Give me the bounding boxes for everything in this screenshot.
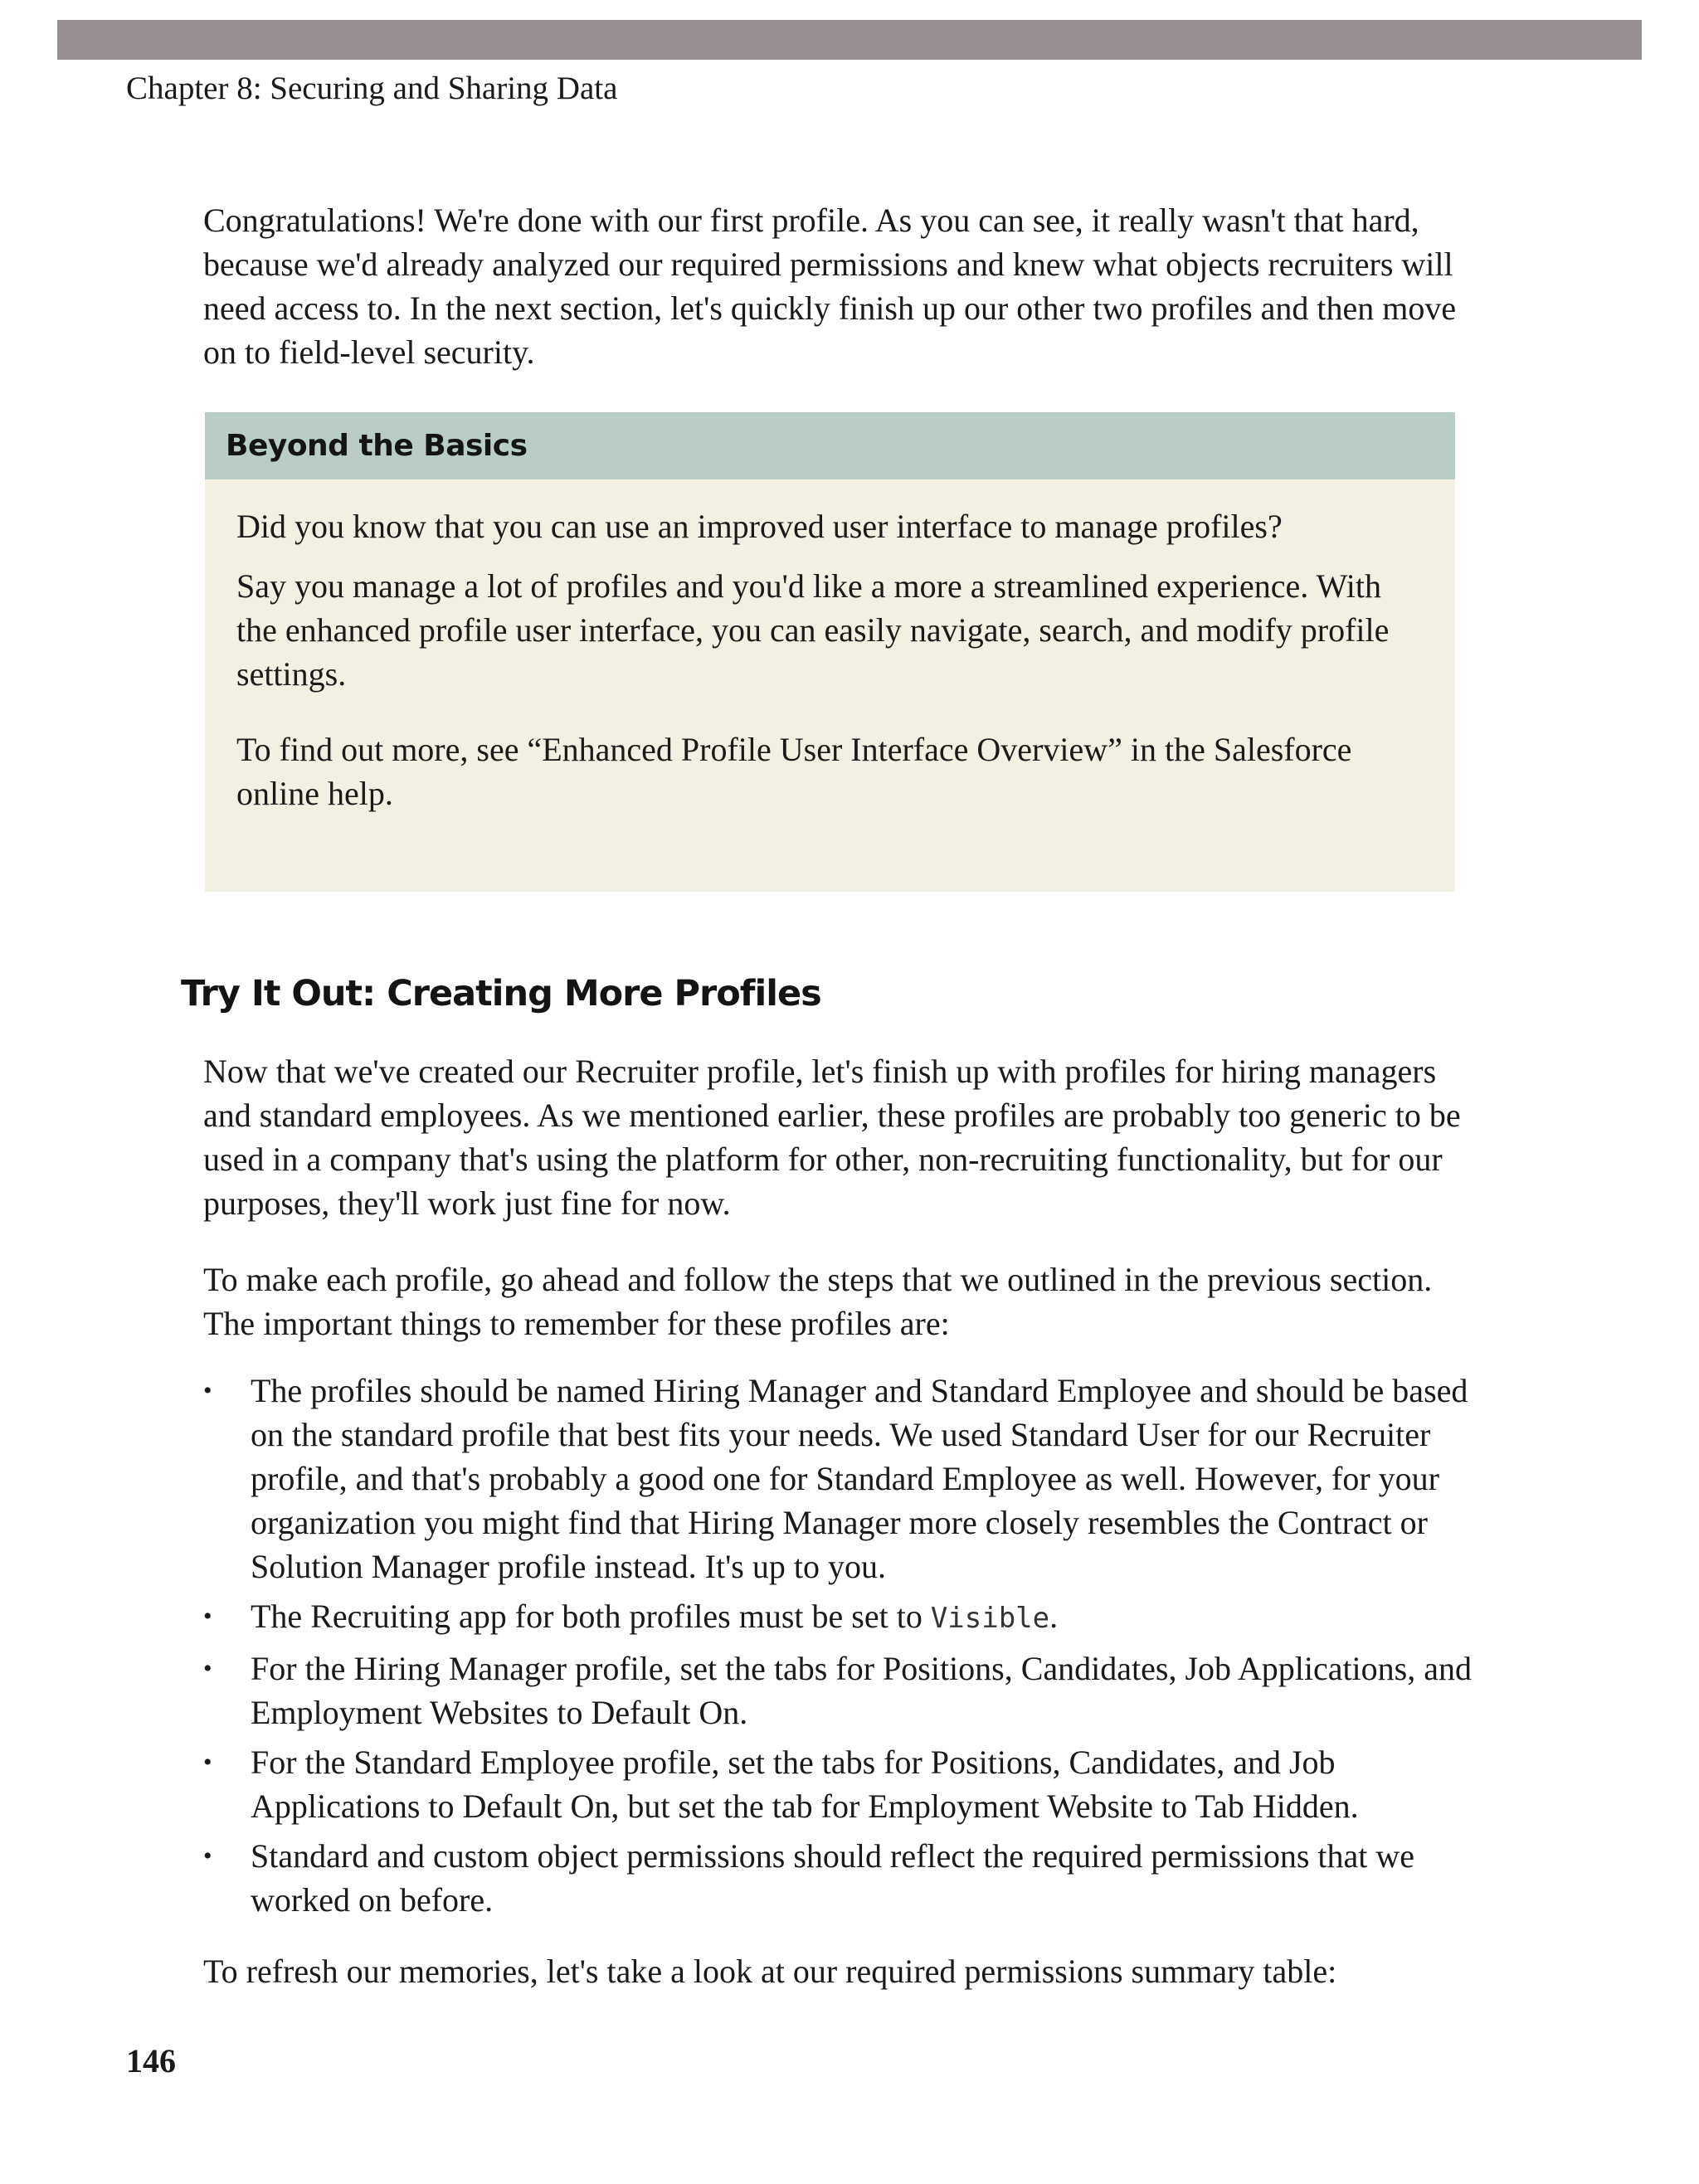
callout-paragraph: Did you know that you can use an improved user interface to manage profiles?	[236, 508, 1283, 545]
header-rule-bar	[57, 20, 1642, 60]
requirements-list	[203, 1369, 1481, 1928]
list-item-text: For the Hiring Manager profile, set the tabs for Positions, Candidates, Job Applications, and Employment Websites to Default On.	[251, 1650, 1472, 1731]
code-value: Visible	[930, 1602, 1050, 1635]
callout-title: Beyond the Basics	[226, 429, 528, 463]
running-header: Chapter 8: Securing and Sharing Data	[126, 71, 618, 106]
bullet-marker: •	[203, 1655, 212, 1682]
list-item-text: The Recruiting app for both profiles must be set to	[251, 1598, 931, 1635]
bullet-marker: •	[203, 1842, 212, 1870]
callout-paragraph: Say you manage a lot of profiles and you'd like a more a streamlined experience. With the enhanced profile user interface, you can easily navigate, search, and modify profile settings.	[236, 567, 1390, 693]
list-item-text: For the Standard Employee profile, set the tabs for Positions, Candidates, and Job Applications to Default On, but set the tab for Employment Website to Tab Hidden.	[251, 1744, 1359, 1825]
body-paragraph: To make each profile, go ahead and follow the steps that we outlined in the previous section. The important things to remember for these profiles are:	[203, 1261, 1433, 1342]
list-item-text: The profiles should be named Hiring Manager and Standard Employee and should be based on the standard profile that best fits your needs. We used Standard User for our Recruiter profile, and that's probably a good one for Standard Employee as well. However, for your organization you might find that Hiring Manager more closely resembles the Contract or Solution Manager profile instead. It's up to you.	[251, 1372, 1468, 1585]
body-paragraph: To refresh our memories, let's take a look at our required permissions summary table:	[203, 1953, 1337, 1990]
list-item	[203, 1594, 1481, 1641]
list-item-text: Standard and custom object permissions should reflect the required permissions that we worked on before.	[251, 1837, 1415, 1919]
bullet-marker: •	[203, 1603, 212, 1630]
section-heading: Try It Out: Creating More Profiles	[181, 973, 821, 1014]
list-item	[203, 1647, 1481, 1734]
list-item	[203, 1740, 1481, 1828]
bullet-marker: •	[203, 1749, 212, 1776]
callout-body	[205, 479, 1455, 815]
intro-paragraph: Congratulations! We're done with our first profile. As you can see, it really wasn't that hard, because we'd already analyzed our required permissions and knew what objects recruiters will need access to. In the next section, let's quickly finish up our other two profiles and then move on to field-level security.	[203, 202, 1457, 371]
bullet-marker: •	[203, 1377, 212, 1404]
callout-header	[205, 412, 1455, 479]
list-item	[203, 1369, 1481, 1588]
list-item	[203, 1834, 1481, 1922]
callout-paragraph: To find out more, see “Enhanced Profile User Interface Overview” in the Salesforce online help.	[236, 731, 1352, 812]
list-item-text: .	[1049, 1598, 1059, 1635]
body-paragraph: Now that we've created our Recruiter profile, let's finish up with profiles for hiring managers and standard employees. As we mentioned earlier, these profiles are probably too generic to be used in a company that's using the platform for other, non-recruiting functionality, but for our purposes, they'll work just fine for now.	[203, 1053, 1461, 1222]
beyond-basics-callout	[205, 412, 1455, 892]
page-number: 146	[126, 2042, 176, 2079]
